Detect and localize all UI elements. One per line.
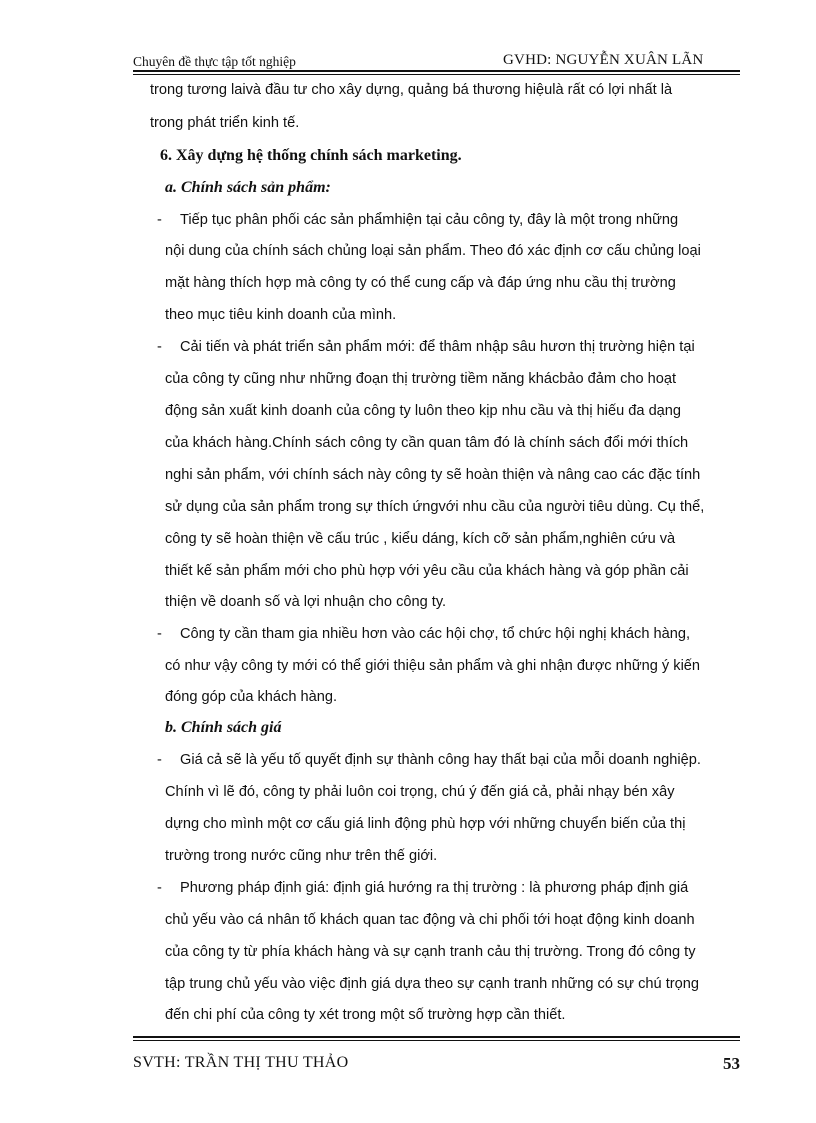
- footer-rule: [133, 1036, 740, 1038]
- body-line: Tiếp tục phân phối các sản phẩmhiện tại cảu công ty, đây là một trong những: [180, 212, 679, 228]
- page-footer: [133, 1052, 740, 1078]
- body-line: trường trong nước cũng như trên thế giới.: [165, 848, 438, 864]
- body-line: đóng góp của khách hàng.: [165, 689, 338, 705]
- section-heading: 6. Xây dựng hệ thống chính sách marketing.: [160, 147, 462, 164]
- body-line: trong phát triển kinh tế.: [150, 115, 300, 131]
- subheading-price-policy: b. Chính sách giá: [165, 719, 282, 736]
- body-line: Công ty cần tham gia nhiều hơn vào các hội chợ, tổ chức hội nghị khách hàng,: [180, 626, 691, 642]
- body-line: động sản xuất kinh doanh của công ty luôn theo kịp nhu cầu và thị hiếu đa dạng: [165, 403, 682, 419]
- footer-rule-thin: [133, 1040, 740, 1041]
- body-line: nghi sản phẩm, với chính sách này công ty sẽ hoàn thiện và nâng cao các đặc tính: [165, 467, 701, 483]
- body-line: của công ty từ phía khách hàng và sự cạnh tranh cảu thị trường. Trong đó công ty: [165, 944, 696, 960]
- body-line: đến chi phí của công ty xét trong một số trường hợp cần thiết.: [165, 1007, 566, 1023]
- body-line: chủ yếu vào cá nhân tố khách quan tac động và chi phối tới hoạt động kinh doanh: [165, 912, 695, 928]
- body-line: thiết kế sản phẩm mới cho phù hợp với yêu cầu của khách hàng và góp phần cải: [165, 563, 689, 579]
- body-line: nội dung của chính sách chủng loại sản phẩm. Theo đó xác định cơ cấu chủng loại: [165, 243, 701, 259]
- body-line: sử dụng của sản phẩm trong sự thích ứngvới nhu cầu của người tiêu dùng. Cụ thể,: [165, 499, 705, 515]
- body-line: có như vậy công ty mới có thể giới thiệu sản phẩm và ghi nhận được những ý kiến: [165, 658, 701, 674]
- body-line: Giá cả sẽ là yếu tố quyết định sự thành công hay thất bại của mỗi doanh nghiệp.: [180, 752, 701, 768]
- bullet-dash: -: [157, 212, 162, 228]
- body-line: Chính vì lẽ đó, công ty phải luôn coi trọng, chú ý đến giá cả, phải nhạy bén xây: [165, 784, 675, 800]
- bullet-dash: -: [157, 626, 162, 642]
- header-course-title: Chuyên đề thực tập tốt nghiệp: [133, 54, 296, 69]
- header-rule-thin: [133, 74, 740, 75]
- bullet-dash: -: [157, 752, 162, 768]
- bullet-dash: -: [157, 339, 162, 355]
- body-line: công ty sẽ hoàn thiện về cấu trúc , kiểu dáng, kích cỡ sản phẩm,nghiên cứu và: [165, 531, 676, 547]
- body-line: mặt hàng thích hợp mà công ty có thể cung cấp và đáp ứng nhu cầu thị trường: [165, 275, 676, 291]
- body-line: tập trung chủ yếu vào việc định giá dựa theo sự cạnh tranh những có sự chú trọng: [165, 976, 699, 992]
- bullet-dash: -: [157, 880, 162, 896]
- body-line: Cải tiến và phát triển sản phẩm mới: để thâm nhập sâu hươn thị trường hiện tại: [180, 339, 695, 355]
- body-line: của công ty cũng như những đoạn thị trường tiềm năng khácbảo đảm cho hoạt: [165, 371, 677, 387]
- header-supervisor: GVHD: NGUYỄN XUÂN LÃN: [503, 52, 704, 68]
- body-line: trong tương laivà đầu tư cho xây dựng, quảng bá thương hiệulà rất có lợi nhất là: [150, 82, 673, 98]
- body-line: của khách hàng.Chính sách công ty cần quan tâm đó là chính sách đổi mới thích: [165, 435, 689, 451]
- header-rule: [133, 70, 740, 72]
- body-line: theo mục tiêu kinh doanh của mình.: [165, 307, 397, 323]
- subheading-product-policy: a. Chính sách sản phẩm:: [165, 179, 331, 196]
- body-line: thiện về doanh số và lợi nhuận cho công ty.: [165, 594, 447, 610]
- footer-student: SVTH: TRẦN THỊ THU THẢO: [133, 1054, 349, 1071]
- body-line: Phương pháp định giá: định giá hướng ra thị trường : là phương pháp định giá: [180, 880, 689, 896]
- page-number: 53: [723, 1054, 740, 1073]
- body-line: dựng cho mình một cơ cấu giá linh động phù hợp với những chuyển biến của thị: [165, 816, 686, 832]
